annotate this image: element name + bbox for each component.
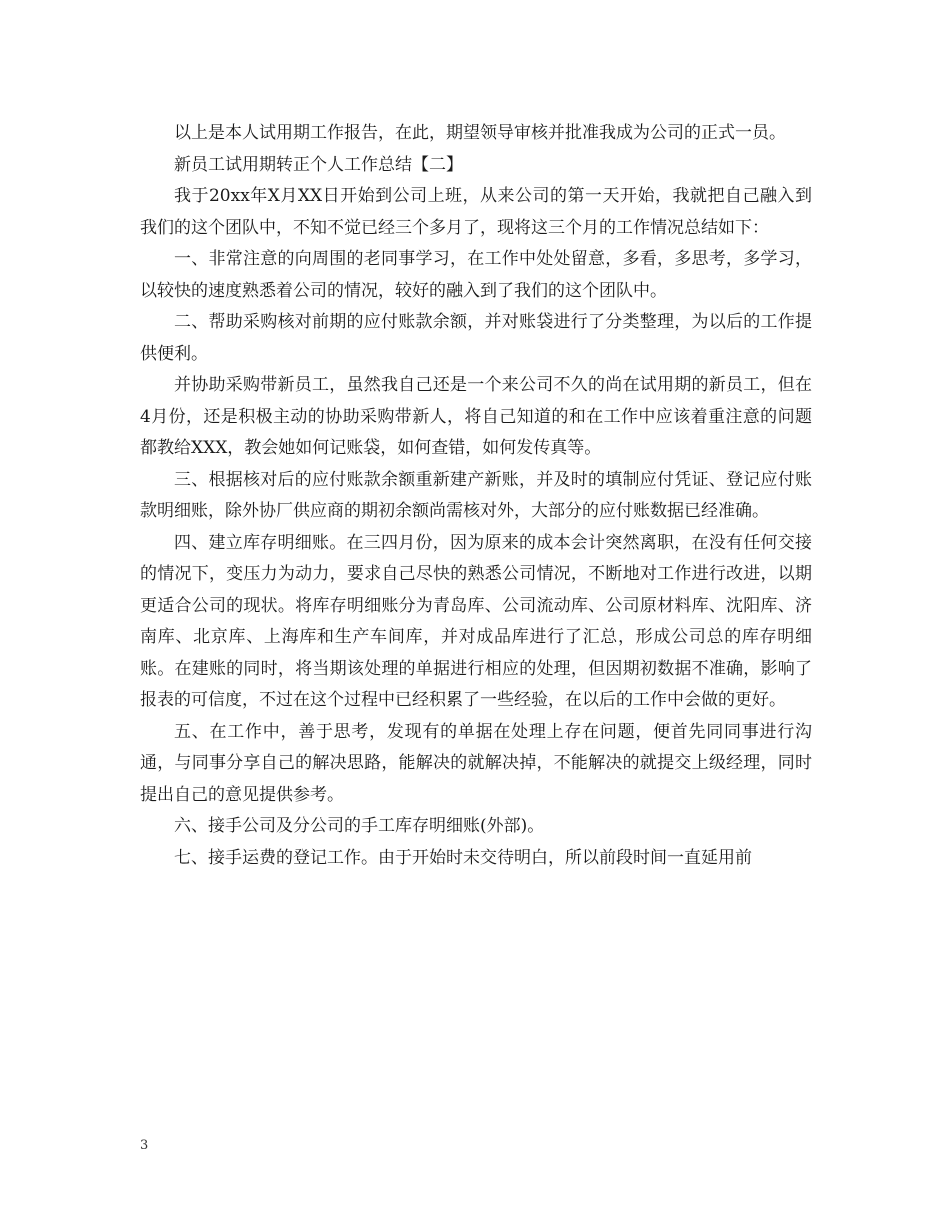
document-body	[140, 118, 812, 874]
paragraph-item-7: 七、接手运费的登记工作。由于开始时未交待明白，所以前段时间一直延用前	[174, 847, 752, 868]
paragraph-item-1: 一、非常注意的向周围的老同事学习，在工作中处处留意，多看，多思考，多学习，以较快的速度熟悉着公司的情况，较好的融入到了我们的这个团队中。	[140, 249, 812, 301]
paragraph-item-3: 三、根据核对后的应付账款余额重新建产新账，并及时的填制应付凭证、登记应付账款明细账，除外协厂供应商的期初余额尚需核对外，大部分的应付账数据已经准确。	[140, 469, 812, 521]
paragraph-item-5: 五、在工作中，善于思考，发现有的单据在处理上存在问题，便首先同同事进行沟通，与同事分享自己的解决思路，能解决的就解决掉，不能解决的就提交上级经理，同时提出自己的意见提供参考。	[140, 721, 812, 805]
paragraph-item-4: 四、建立库存明细账。在三四月份，因为原来的成本会计突然离职，在没有任何交接的情况下，变压力为动力，要求自己尽快的熟悉公司情况，不断地对工作进行改进，以期更适合公司的现状。将库存明细账分为青岛库、公司流动库、公司原材料库、沈阳库、济南库、北京库、上海库和生产车间库，并对成品库进行了汇总，形成公司总的库存明细账。在建账的同时，将当期该处理的单据进行相应的处理，但因期初数据不准确，影响了报表的可信度，不过在这个过程中已经积累了一些经验，在以后的工作中会做的更好。	[140, 532, 812, 710]
paragraph-item-2-continued: 并协助采购带新员工，虽然我自己还是一个来公司不久的尚在试用期的新员工，但在4月份，还是积极主动的协助采购带新人，将自己知道的和在工作中应该着重注意的问题都教给XXX，教会她如何记账袋，如何查错，如何发传真等。	[140, 375, 812, 458]
paragraph-intro: 我于20xx年X月XX日开始到公司上班，从来公司的第一天开始，我就把自己融入到我们的这个团队中，不知不觉已经三个多月了，现将这三个月的工作情况总结如下：	[140, 186, 812, 238]
paragraph-closing-remark: 以上是本人试用期工作报告，在此，期望领导审核并批准我成为公司的正式一员。	[174, 123, 786, 143]
section-heading: 新员工试用期转正个人工作总结【二】	[174, 154, 463, 175]
page-number: 3	[140, 1138, 149, 1153]
paragraph-item-2: 二、帮助采购核对前期的应付账款余额，并对账袋进行了分类整理，为以后的工作提供便利。	[140, 312, 812, 364]
paragraph-item-6: 六、接手公司及分公司的手工库存明细账(外部)。	[174, 816, 545, 836]
